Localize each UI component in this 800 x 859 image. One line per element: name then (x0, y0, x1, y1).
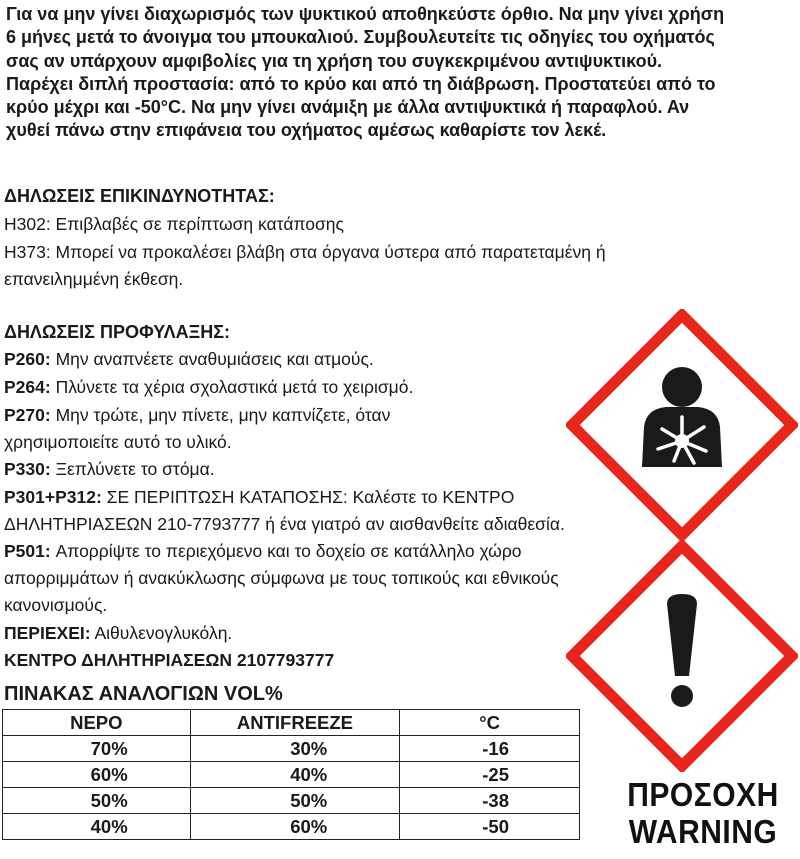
intro-line: 6 μήνες μετά το άνοιγμα του μπουκαλιού. Συμβουλευτείτε τις οδηγίες του οχήματός (6, 27, 715, 48)
precaution-p270 (4, 404, 390, 426)
precaution-p260 (4, 348, 374, 370)
precaution-text: Ξεπλύνετε το στόμα. (50, 459, 215, 479)
precaution-text: Απορρίψτε το περιεχόμενο και το δοχείο σε κατάλληλο χώρο (50, 541, 522, 561)
hazard-statement-h373: H373: Μπορεί να προκαλέσει βλάβη στα όργανα ύστερα από παρατεταμένη ή (4, 242, 606, 262)
table-row (3, 762, 580, 788)
ratio-table (2, 709, 580, 840)
cell-temperature: -25 (400, 762, 580, 788)
intro-line: κρύο μέχρι και -50°C. Να μην γίνει ανάμιξη με άλλα αντιψυκτικά ή παραφλού. Αν (6, 97, 690, 118)
cell-temperature: -38 (400, 788, 580, 814)
contains-value: Αιθυλενογλυκόλη. (90, 623, 233, 643)
precaution-p264 (4, 376, 413, 398)
header-water: ΝΕΡΟ (3, 710, 191, 736)
cell-antifreeze: 50% (190, 788, 400, 814)
hazard-statement-h373-cont: επανειλημμένη έκθεση. (4, 269, 184, 289)
poison-center-line: ΚΕΝΤΡΟ ΔΗΛΗΤΗΡΙΑΣΕΩΝ 2107793777 (4, 650, 335, 670)
intro-line: σας αν υπάρχουν αμφιβολίες για τη χρήση του συγκεκριμένου αντιψυκτικού. (6, 50, 663, 71)
header-antifreeze: ANTIFREEZE (190, 710, 400, 736)
cell-water: 50% (3, 788, 191, 814)
precaution-text: ΣΕ ΠΕΡΙΠΤΩΣΗ ΚΑΤΑΠΟΣΗΣ: Καλέστε το ΚΕΝΤΡΟ (101, 487, 515, 507)
precaution-p501-cont: κανονισμούς. (4, 595, 108, 615)
precaution-p501-cont: απορριμμάτων ή ανακύκλωσης σύμφωνα με τους τοπικούς και εθνικούς (4, 568, 559, 588)
ratio-table-title: ΠΙΝΑΚΑΣ ΑΝΑΛΟΓΙΩΝ VOL% (4, 683, 283, 705)
header-celsius: °C (400, 710, 580, 736)
table-row (3, 736, 580, 762)
intro-paragraph (6, 3, 796, 143)
precaution-code: P270: (4, 405, 51, 425)
precaution-p270-cont: χρησιμοποιείτε αυτό το υλικό. (4, 432, 232, 452)
precaution-p301-p312 (4, 486, 514, 508)
table-row (3, 788, 580, 814)
cell-water: 60% (3, 762, 191, 788)
precaution-code: P260: (4, 349, 51, 369)
precaution-code: P301+P312: (4, 487, 102, 507)
contains-line (4, 622, 232, 644)
hazard-statement-h302: H302: Επιβλαβές σε περίπτωση κατάποσης (4, 214, 344, 234)
health-hazard-icon (566, 309, 798, 541)
precaution-statements-title: ΔΗΛΩΣΕΙΣ ΠΡΟΦΥΛΑΞΗΣ: (4, 322, 231, 342)
precaution-text: Μην τρώτε, μην πίνετε, μην καπνίζετε, όταν (50, 405, 391, 425)
hazard-statements-title: ΔΗΛΩΣΕΙΣ ΕΠΙΚΙΝΔΥΝΟΤΗΤΑΣ: (4, 186, 275, 206)
precaution-p301-cont: ΔΗΛΗΤΗΡΙΑΣΕΩΝ 210-7793777 ή ένα γιατρό αν αισθανθείτε αδιαθεσία. (4, 514, 565, 534)
cell-water: 40% (3, 814, 191, 840)
signal-word-english: WARNING (628, 813, 778, 851)
cell-temperature: -16 (400, 736, 580, 762)
cell-antifreeze: 40% (190, 762, 400, 788)
signal-word-greek: ΠΡΟΣΟΧΗ (627, 776, 779, 814)
contains-label: ΠΕΡΙΕΧΕΙ: (4, 623, 91, 643)
cell-water: 70% (3, 736, 191, 762)
table-header-row (3, 710, 580, 736)
precaution-text: Πλύνετε τα χέρια σχολαστικά μετά το χειρισμό. (50, 377, 414, 397)
intro-line: χυθεί πάνω στην επιφάνεια του οχήματος αμέσως καθαρίστε τον λεκέ. (6, 120, 607, 141)
precaution-code: P330: (4, 459, 51, 479)
precaution-code: P264: (4, 377, 51, 397)
cell-antifreeze: 60% (190, 814, 400, 840)
cell-antifreeze: 30% (190, 736, 400, 762)
exclamation-mark-icon (566, 540, 798, 772)
intro-line: Παρέχει διπλή προστασία: από το κρύο και από τη διάβρωση. Προστατεύει από το (6, 73, 716, 94)
precaution-p501 (4, 540, 522, 562)
precaution-text: Μην αναπνέετε αναθυμιάσεις και ατμούς. (50, 349, 374, 369)
intro-line: Για να μην γίνει διαχωρισμός των ψυκτικού αποθηκεύστε όρθιο. Να μην γίνει χρήση (6, 4, 725, 24)
table-row (3, 814, 580, 840)
precaution-p330 (4, 458, 215, 480)
cell-temperature: -50 (400, 814, 580, 840)
precaution-code: P501: (4, 541, 51, 561)
